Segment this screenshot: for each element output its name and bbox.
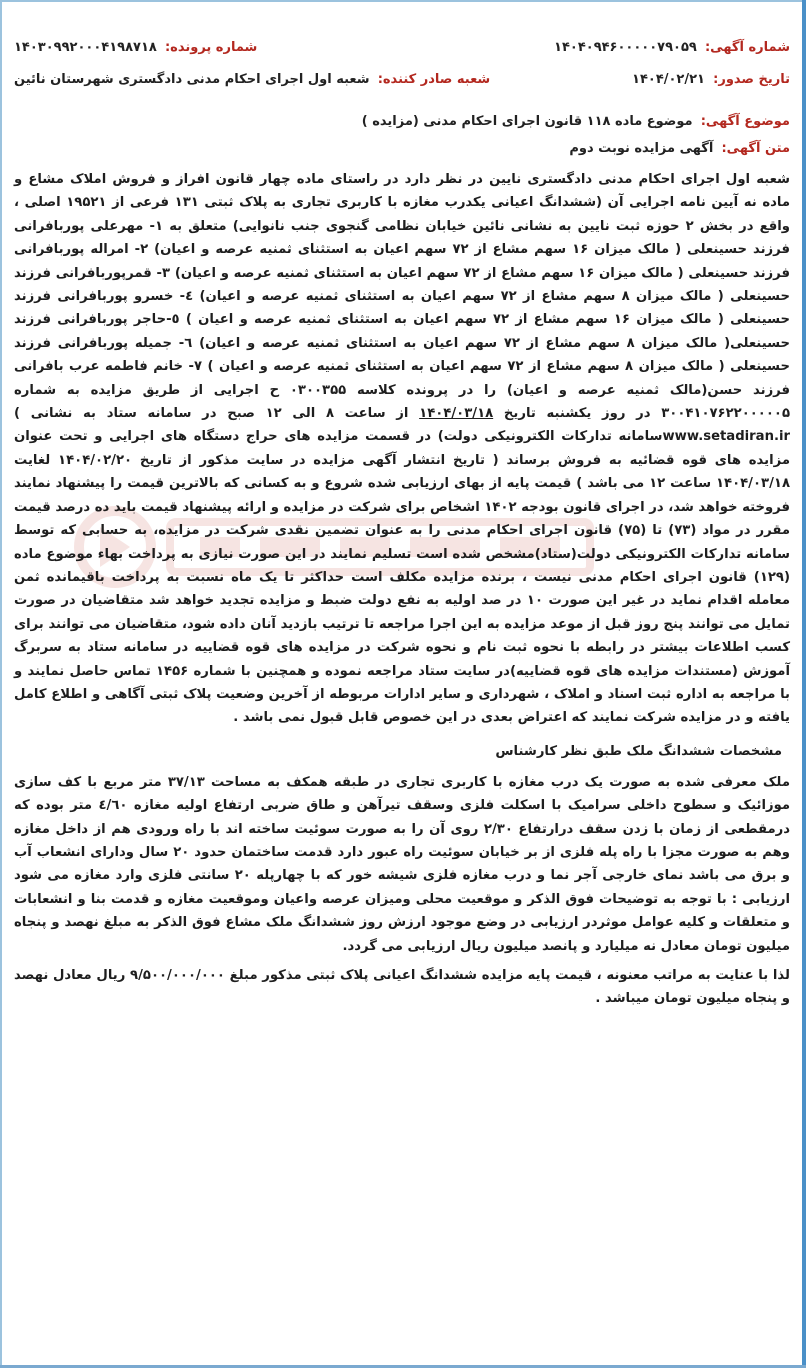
ad-number-value: ۱۴۰۴۰۹۴۶۰۰۰۰۰۷۹۰۵۹ [554,39,697,55]
ad-text-line [14,141,790,156]
frame-top-border [0,0,806,2]
ad-content [14,34,790,1011]
meta-row-issuer [14,66,790,92]
auction-date: ۱۴۰۴/۰۳/۱۸ [419,406,494,422]
frame-left-border [0,0,2,1368]
subject-value: موضوع ماده ۱۱۸ قانون اجرای احکام مدنی (مزایده ) [361,114,693,129]
meta-row-numbers [14,34,790,60]
case-number-value: ۱۴۰۳۰۹۹۲۰۰۰۴۱۹۸۷۱۸ [14,39,157,55]
subject-label: موضوع آگهی: [700,114,790,129]
ad-number-field [554,40,790,55]
issue-date-value: ۱۴۰۴/۰۲/۲۱ [632,71,705,87]
ad-text-label: متن آگهی: [721,141,790,156]
auction-paragraph [14,168,790,730]
property-description: ملک معرفی شده به صورت یک درب مغازه با کاربری تجاری در طبقه همکف به مساحت ۳۷/۱۳ متر مربع با کف سازی موزائیک و سطوح داخلی سرامیک با اسکلت فلزی وسقف تیرآهن و طاق ضربی ارتفاع اولیه مغازه ٤/٦٠ متر بوده که درمقطعی از زمان با زدن سقف درارتفاع ۲/۳۰ روی آن را به صورت سوئیت ساخته اند با راه ورودی هم از داخل مغازه وهم به صورت مجزا با راه پله فلزی از بر خیابان سوئیت راه عبور دارد قدمت ساختمان حدود ۲۰ سال ودارای انشعاب آب و برق می باشد نمای خارجی آجر نما و درب مغازه فلزی شیشه خور که با چهارپله ۲۰ سانتی فلزی وارد مغازه می شود ارزیابی : با توجه به توضیحات فوق الذکر و موقعیت محلی ومیزان عرصه واعیان وموقعیت مغازه و قدمت بنا و انشعابات و متعلقات و کلیه عوامل موثردر ارزیابی در وضع موجود ارزش روز ششدانگ ملک مشاع فوق الذکر به مبلغ نهصد و پنجاه میلیون تومان معادل نه میلیارد و پانصد میلیون ریال ارزیابی می گردد. [14,774,790,954]
issuer-label: شعبه صادر کننده: [377,71,491,87]
issue-date-label: تاریخ صدور: [713,71,790,87]
frame-right-border[interactable] [802,0,806,1368]
subject-line [14,114,790,129]
auction-paragraph-part1: شعبه اول اجرای احکام مدنی دادگستری نایین در نظر دارد در راستای ماده چهار قانون افراز و فروش املاک مشاع و ماده نه آیین نامه اجرایی آن (ششدانگ اعیانی یکدرب مغازه با کاربری تجاری به پلاک ثبتی ۱۳۱ فرعی از ۱۹۵۲۱ اصلی ، واقع در بخش ۲ حوزه ثبت نایین به نشانی نائین خیابان نظامی گنجوی جنب نانوایی) متعلق به ۱- مهرعلی پوربافرانی فرزند حسینعلی ( مالک میزان ۱۶ سهم مشاع از ۷۲ سهم اعیان به استثنای ثمنیه عرصه و اعیان) ۲- امراله پوربافرانی فرزند حسینعلی ( مالک میزان ۱۶ سهم مشاع از ۷۲ سهم اعیان به استثنای ثمنیه عرصه و اعیان) ۳- قمرپوربافرانی فرزند حسینعلی ( مالک میزان ۸ سهم مشاع از ۷۲ سهم اعیان به استثنای ثمنیه عرصه و اعیان) ٤- خسرو پوربافرانی فرزند حسینعلی ( مالک میزان ۱۶ سهم مشاع از ۷۲ سهم اعیان به استثنای ثمنیه عرصه و اعیان ) ٥-حاجر پوربافرانی فرزند حسینعلی( مالک میزان ۸ سهم مشاع از ۷۲ سهم اعیان به استثنای ثمنیه عرصه و اعیان) ٦- جمیله پوربافرانی فرزند حسینعلی ( مالک میزان ۸ سهم مشاع از ۷۲ سهم اعیان به استثنای ثمنیه عرصه و اعیان ) ۷- خانم فاطمه عرب بافرانی فرزند حسن(مالک ثمنیه عرصه و اعیان) را در پرونده کلاسه ۰۳۰۰۳۵۵ ح اجرایی از طریق مزایده به شماره ۳۰۰۴۱۰۷۶۲۲۰۰۰۰۰۵ در روز یکشنبه تاریخ [14,172,791,422]
auction-paragraph-part2: از ساعت ۸ الی ۱۲ صبح در سامانه ستاد به نشانی ) www.setadiran.irسامانه تدارکات الکترونیکی دولت) در قسمت مزایده های حراج دستگاه های اجرایی و تحت عنوان مزایده های قوه قضائیه به فروش برساند ( تاریخ انتشار آگهی مزایده در سایت مذکور از تاریخ ۱۴۰۴/۰۲/۲۰ لغایت ۱۴۰۴/۰۳/۱۸ ساعت ۱۲ می باشد ) قیمت پایه از بهای ارزیابی شده شروع و به کسانی که بالاترین قیمت را پیشنهاد نمایند فروخته خواهد شد، در اجرای قانون بودجه ۱۴۰۲ اشخاص برای شرکت در مزایده و ارائه پیشنهاد قیمت باید ده درصد قیمت مقرر در مواد (۷۳) تا (۷۵) قانون اجرای احکام مدنی را به عنوان تضمین نقدی شرکت در مزایده، به حسابی که توسط سامانه تدارکات الکترونیکی دولت(ستاد)مشخص شده است تسلیم نمایند در این صورت نیازی به پرداخت بهاء موضوع ماده (۱۲۹) قانون اجرای احکام مدنی نیست ، برنده مزایده مکلف است حداکثر تا یک ماه نسبت به پرداخت باقیمانده ثمن معامله اقدام نماید در غیر این صورت ۱۰ در صد اولیه به نفع دولت ضبط و مزایده تجدید خواهد شد متقاضیان در صورت تمایل می توانند پنج روز قبل از موعد مزایده به این اجرا مراجعه تا ترتیب بازدید آنان داده شود، متقاضیان می توانند برای کسب اطلاعات بیشتر در رابطه با نحوه ثبت نام و نحوه شرکت در مزایده های قوه قضاییه در سامانه ستاد به سربرگ آموزش (مستندات مزایده های قوه قضاییه)در سایت ستاد مراجعه نموده و همچنین با شماره ۱۴۵۶ تماس حاصل نمایند و با مراجعه به اداره ثبت اسناد و املاک ، شهرداری و سایر ادارات مربوطه از آخرین وضعیت پلاک ثبتی آگاهی و اطلاع کامل یافته و در مزایده شرکت نمایند که اعتراض بعدی در این خصوص قابل قبول نمی باشد . [14,406,791,726]
property-specs-heading: مشخصات ششدانگ ملک طبق نظر کارشناس [495,743,782,759]
case-number-field [14,40,257,55]
case-number-label: شماره پرونده: [164,39,258,55]
issuer-value: شعبه اول اجرای احکام مدنی دادگستری شهرستان نائین [14,71,370,87]
ad-text-value: آگهی مزایده نوبت دوم [569,141,714,156]
ad-number-label: شماره آگهی: [704,39,790,55]
issue-date-field [632,72,790,87]
base-price-paragraph: لذا با عنایت به مراتب معنونه ، قیمت پایه مزایده ششدانگ اعیانی پلاک ثبتی مذکور مبلغ ۹/۵۰۰/۰۰۰/۰۰۰ ریال معادل نهصد و پنجاه میلیون تومان میباشد . [14,968,790,1007]
issuer-field [14,72,490,87]
